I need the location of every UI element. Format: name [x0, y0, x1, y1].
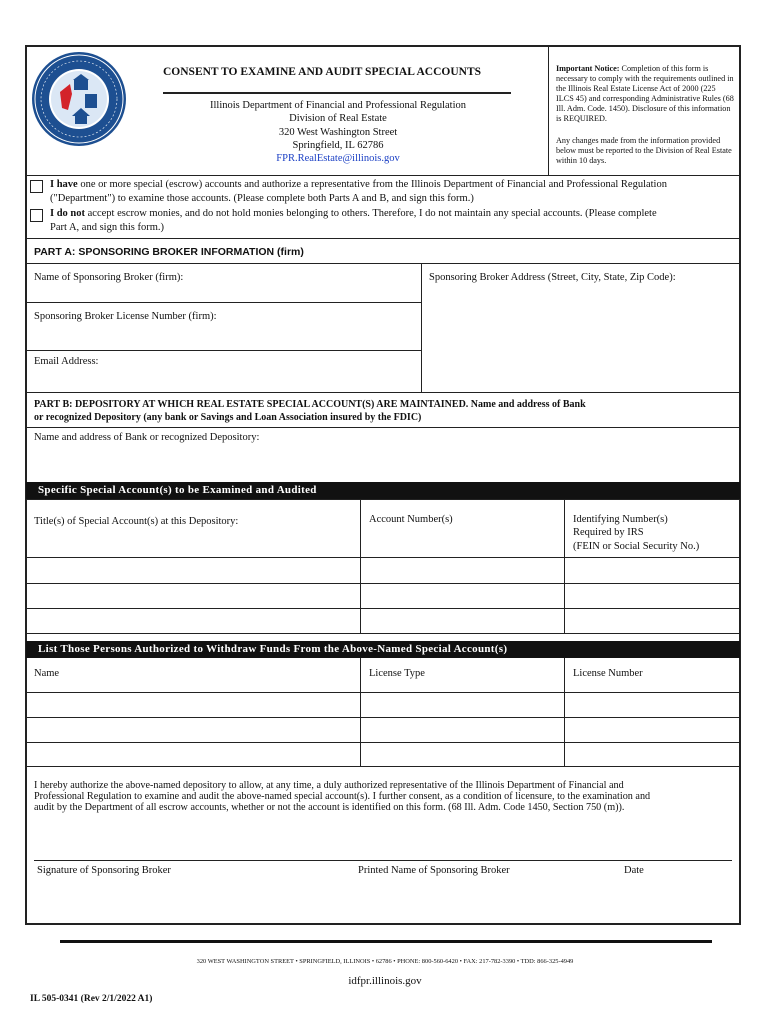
part-b-heading-line2: or recognized Depository (any bank or Savings and Loan Association insured by the FDIC) — [34, 412, 422, 423]
person-row2-name-field[interactable] — [27, 718, 359, 741]
footer-website[interactable]: idfpr.illinois.gov — [348, 975, 422, 987]
person-row1-type-field[interactable] — [361, 693, 563, 716]
account-row3-title-field[interactable] — [27, 609, 359, 632]
account-row1-number-field[interactable] — [361, 558, 563, 582]
date-label: Date — [624, 865, 644, 876]
signature-label: Signature of Sponsoring Broker — [37, 865, 171, 876]
account-row2-number-field[interactable] — [361, 584, 563, 608]
account-title-header: Title(s) of Special Account(s) at this Depository: — [34, 516, 239, 527]
printed-name-label: Printed Name of Sponsoring Broker — [358, 865, 510, 876]
signature-line — [34, 860, 732, 861]
broker-name-field[interactable] — [26, 285, 421, 301]
no-accounts-line1: I do not accept escrow monies, and do not hold monies belonging to others. Therefore, I do not maintain any special accounts. (Please complete — [50, 208, 657, 219]
footer-rule — [60, 940, 712, 943]
persons-bottom-line — [26, 766, 740, 767]
part-a-row-line1 — [26, 302, 421, 303]
accounts-bar: Specific Special Account(s) to be Examined and Audited — [26, 482, 740, 499]
have-accounts-checkbox[interactable] — [30, 180, 43, 193]
footer-address: 320 WEST WASHINGTON STREET • SPRINGFIELD, ILLINOIS • 62786 • PHONE: 800-560-6420 • FAX: 217-782-3390 • TDD: 866-325-4949 — [196, 958, 574, 965]
irs-number-header-line2: Required by IRS — [573, 527, 644, 538]
authorization-line1: I hereby authorize the above-named depository to allow, at any time, a duly authorized representative of the Illinois Department of Financial and — [34, 780, 624, 791]
part-a-row-line2 — [26, 350, 421, 351]
part-b-divider — [26, 427, 740, 428]
person-name-header: Name — [34, 668, 60, 679]
division-name: Division of Real Estate — [289, 113, 387, 125]
part-a-bottom-line — [26, 392, 740, 393]
account-row3-irs-field[interactable] — [565, 609, 739, 632]
city-address: Springfield, IL 62786 — [292, 139, 384, 151]
broker-address-label: Sponsoring Broker Address (Street, City, State, Zip Code): — [429, 272, 676, 283]
bank-field[interactable] — [26, 446, 740, 476]
have-accounts-line1: I have one or more special (escrow) accounts and authorize a representative from the Illinois Department of Financial and Professional Regulation — [50, 179, 667, 190]
authorization-line2: Professional Regulation to examine and audit the above-named special account(s). I further consent, as a condition of licensure, to the examination and — [34, 791, 651, 802]
account-number-header: Account Number(s) — [369, 514, 453, 525]
bank-label: Name and address of Bank or recognized Depository: — [34, 432, 260, 443]
person-row1-name-field[interactable] — [27, 693, 359, 716]
accounts-top-line — [26, 499, 740, 500]
department-address — [163, 99, 513, 165]
no-accounts-line2: Part A, and sign this form.) — [50, 222, 165, 233]
account-row1-irs-field[interactable] — [565, 558, 739, 582]
authorization-statement — [34, 780, 650, 813]
no-accounts-checkbox[interactable] — [30, 209, 43, 222]
email-field[interactable] — [100, 353, 420, 389]
broker-name-label: Name of Sponsoring Broker (firm): — [34, 272, 184, 283]
street-address: 320 West Washington Street — [278, 126, 398, 138]
idfpr-seal-icon — [30, 50, 128, 148]
options-divider — [26, 238, 740, 239]
person-row3-number-field[interactable] — [565, 743, 739, 765]
irs-number-header-line1: Identifying Number(s) — [573, 514, 668, 525]
account-row2-title-field[interactable] — [27, 584, 359, 608]
part-b-heading-line1: PART B: DEPOSITORY AT WHICH REAL ESTATE SPECIAL ACCOUNT(S) ARE MAINTAINED. Name and address of Bank — [34, 399, 586, 410]
person-row3-name-field[interactable] — [27, 743, 359, 765]
account-row3-number-field[interactable] — [361, 609, 563, 632]
title-underline — [163, 92, 511, 94]
have-accounts-line2: ("Department") to examine those accounts. (Please complete both Parts A and B, and sign this form.) — [50, 193, 474, 204]
irs-number-header-line3: (FEIN or Social Security No.) — [573, 541, 700, 552]
header-divider — [26, 175, 740, 176]
accounts-bottom-line — [26, 633, 740, 634]
part-a-top-line — [26, 263, 740, 264]
account-row1-title-field[interactable] — [27, 558, 359, 582]
email-link[interactable]: FPR.RealEstate@illinois.gov — [276, 153, 400, 165]
signature-field[interactable] — [34, 826, 730, 859]
authorization-line3: audit by the Department of all escrow accounts, whether or not the account is identified on this form. (68 Ill. Adm. Code 1450, Section 750 (m)). — [34, 802, 625, 813]
broker-address-field[interactable] — [422, 285, 740, 385]
person-row2-number-field[interactable] — [565, 718, 739, 741]
notice-divider — [548, 46, 549, 175]
notice-text: Completion of this form is necessary to comply with the requirements outlined in the Illinois Real Estate License Act of 2000 (225 ILCS 45) and corresponding Administrative Rules (68 Ill. Adm. Code. 1450). Disclosure of this information is REQUIRED. — [556, 64, 734, 123]
broker-license-field[interactable] — [26, 325, 421, 349]
person-row3-type-field[interactable] — [361, 743, 563, 765]
license-type-header: License Type — [369, 668, 425, 679]
person-row1-number-field[interactable] — [565, 693, 739, 716]
department-name: Illinois Department of Financial and Professional Regulation — [209, 100, 467, 111]
license-number-header: License Number — [573, 668, 643, 679]
form-id: IL 505-0341 (Rev 2/1/2022 A1) — [30, 994, 153, 1004]
notice-heading: Important Notice: — [556, 64, 620, 73]
form-title: CONSENT TO EXAMINE AND AUDIT SPECIAL ACCOUNTS — [163, 66, 482, 78]
persons-bar: List Those Persons Authorized to Withdraw Funds From the Above-Named Special Account(s) — [26, 641, 740, 658]
part-a-heading: PART A: SPONSORING BROKER INFORMATION (firm) — [34, 246, 304, 258]
email-label: Email Address: — [34, 356, 99, 367]
person-row2-type-field[interactable] — [361, 718, 563, 741]
changes-notice: Any changes made from the information provided below must be reported to the Division of Real Estate within 10 days. — [556, 136, 732, 165]
important-notice — [556, 64, 734, 124]
account-row2-irs-field[interactable] — [565, 584, 739, 608]
broker-license-label: Sponsoring Broker License Number (firm): — [34, 311, 217, 322]
